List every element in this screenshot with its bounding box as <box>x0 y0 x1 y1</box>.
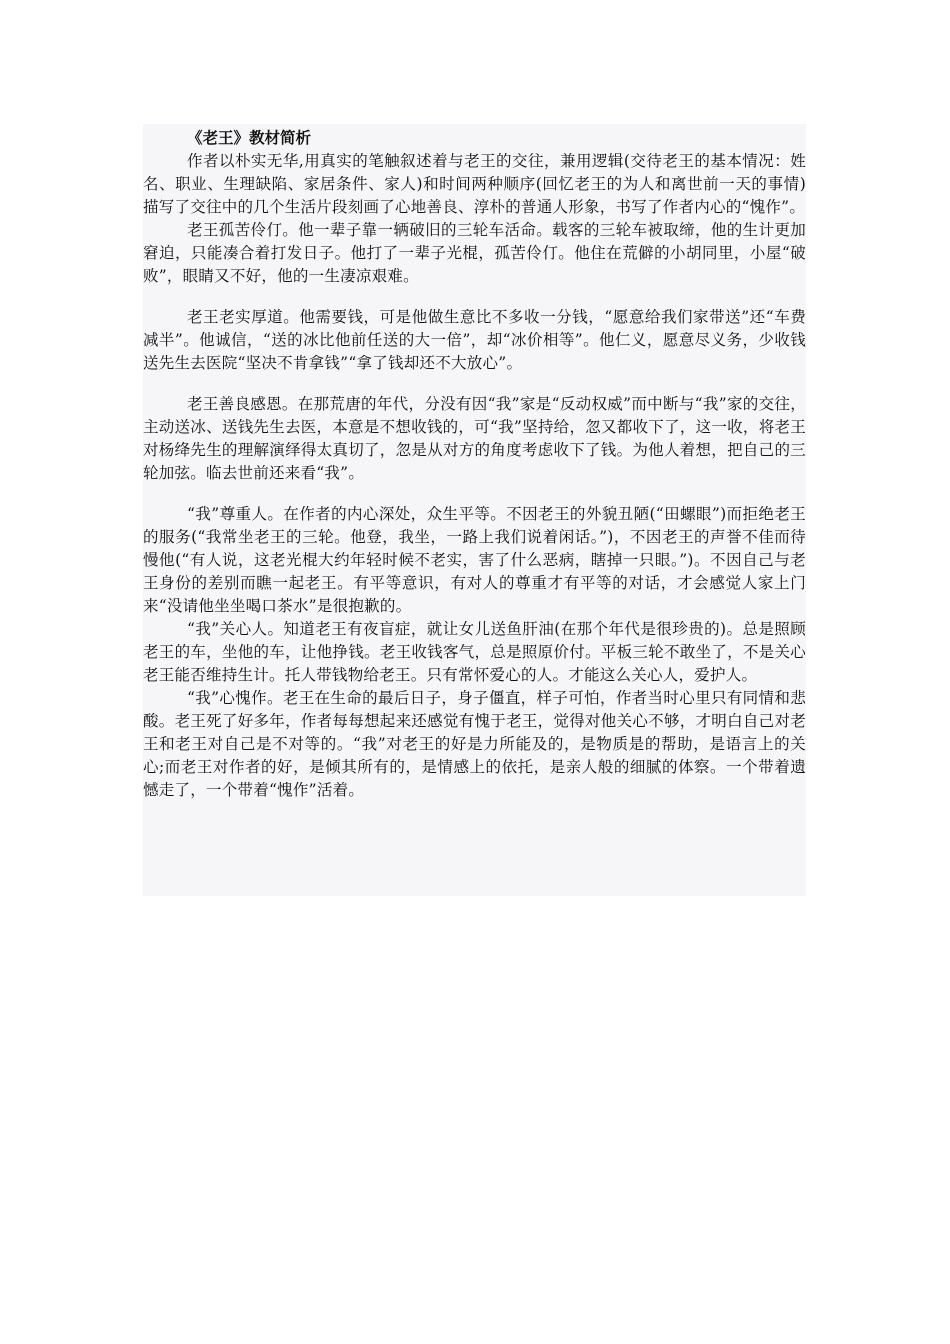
paragraph-lonely: 老王孤苦伶仃。他一辈子靠一辆破旧的三轮车活命。载客的三轮车被取缔，他的生计更加窘迫，只能凑合着打发日子。他打了一辈子光棍，孤苦伶仃。他住在荒僻的小胡同里，小屋“破败”，眼睛又不好，他的一生凄凉艰难。 <box>143 221 806 285</box>
article-title: 《老王》教材简析 <box>187 128 312 147</box>
paragraph-respect: “我”尊重人。在作者的内心深处，众生平等。不因老王的外貌丑陋(“田螺眼”)而拒绝老王的服务(“我常坐老王的三轮。他登，我坐，一路上我们说着闲话。”)，不因老王的声誉不佳而待慢他(“有人说，这老光棍大约年轻时候不老实，害了什么恶病，瞎掉一只眼。”)。不因自己与老王身份的差别而瞧一起老王。有平等意识，有对人的尊重才有平等的对话，才会感觉人家上门来“没请他坐坐喝口茶水”是很抱歉的。 <box>143 505 806 615</box>
paragraph-care: “我”关心人。知道老王有夜盲症，就让女儿送鱼肝油(在那个年代是很珍贵的)。总是照顾老王的车，坐他的车，让他挣钱。老王收钱客气，总是照原价付。平板三轮不敢坐了，不是关心老王能否维持生计。托人带钱物给老王。只有常怀爱心的人。才能这么关心人，爱护人。 <box>143 620 806 684</box>
paragraph-intro: 作者以朴实无华,用真实的笔触叙述着与老王的交往，兼用逻辑(交待老王的基本情况：姓名、职业、生理缺陷、家居条件、家人)和时间两种顺序(回忆老王的为人和离世前一天的事情)描写了交往中的几个生活片段刻画了心地善良、淳朴的普通人形象，书写了作者内心的“愧作”。 <box>143 152 806 216</box>
paragraph-remorse: “我”心愧作。老王在生命的最后日子，身子僵直，样子可怕，作者当时心里只有同情和悲酸。老王死了好多年，作者每每想起来还感觉有愧于老王，觉得对他关心不够，才明白自己对老王和老王对自己是不对等的。“我”对老王的好是力所能及的，是物质是的帮助，是语言上的关心;而老王对作者的好，是倾其所有的，是情感上的依托，是亲人般的细腻的体察。一个带着遗憾走了，一个带着“愧作”活着。 <box>143 689 806 799</box>
paragraph-honest: 老王老实厚道。他需要钱，可是他做生意比不多收一分钱，“愿意给我们家带送”还“车费减半”。他诚信，“送的冰比他前任送的大一倍”，却“冰价相等”。他仁义，愿意尽义务，少收钱送先生去医院“坚决不肯拿钱”“拿了钱却还不大放心”。 <box>143 308 806 372</box>
article-body <box>143 124 806 896</box>
paragraph-grateful: 老王善良感恩。在那荒唐的年代，分没有因“我”家是“反动权威”而中断与“我”家的交往，主动送冰、送钱先生去医，本意是不想收钱的，可“我”坚持给，忽又都收下了，这一收，将老王对杨绛先生的理解演绎得太真切了，忽是从对方的角度考虑收下了钱。为他人着想，把自己的三轮加弦。临去世前还来看“我”。 <box>143 395 806 482</box>
